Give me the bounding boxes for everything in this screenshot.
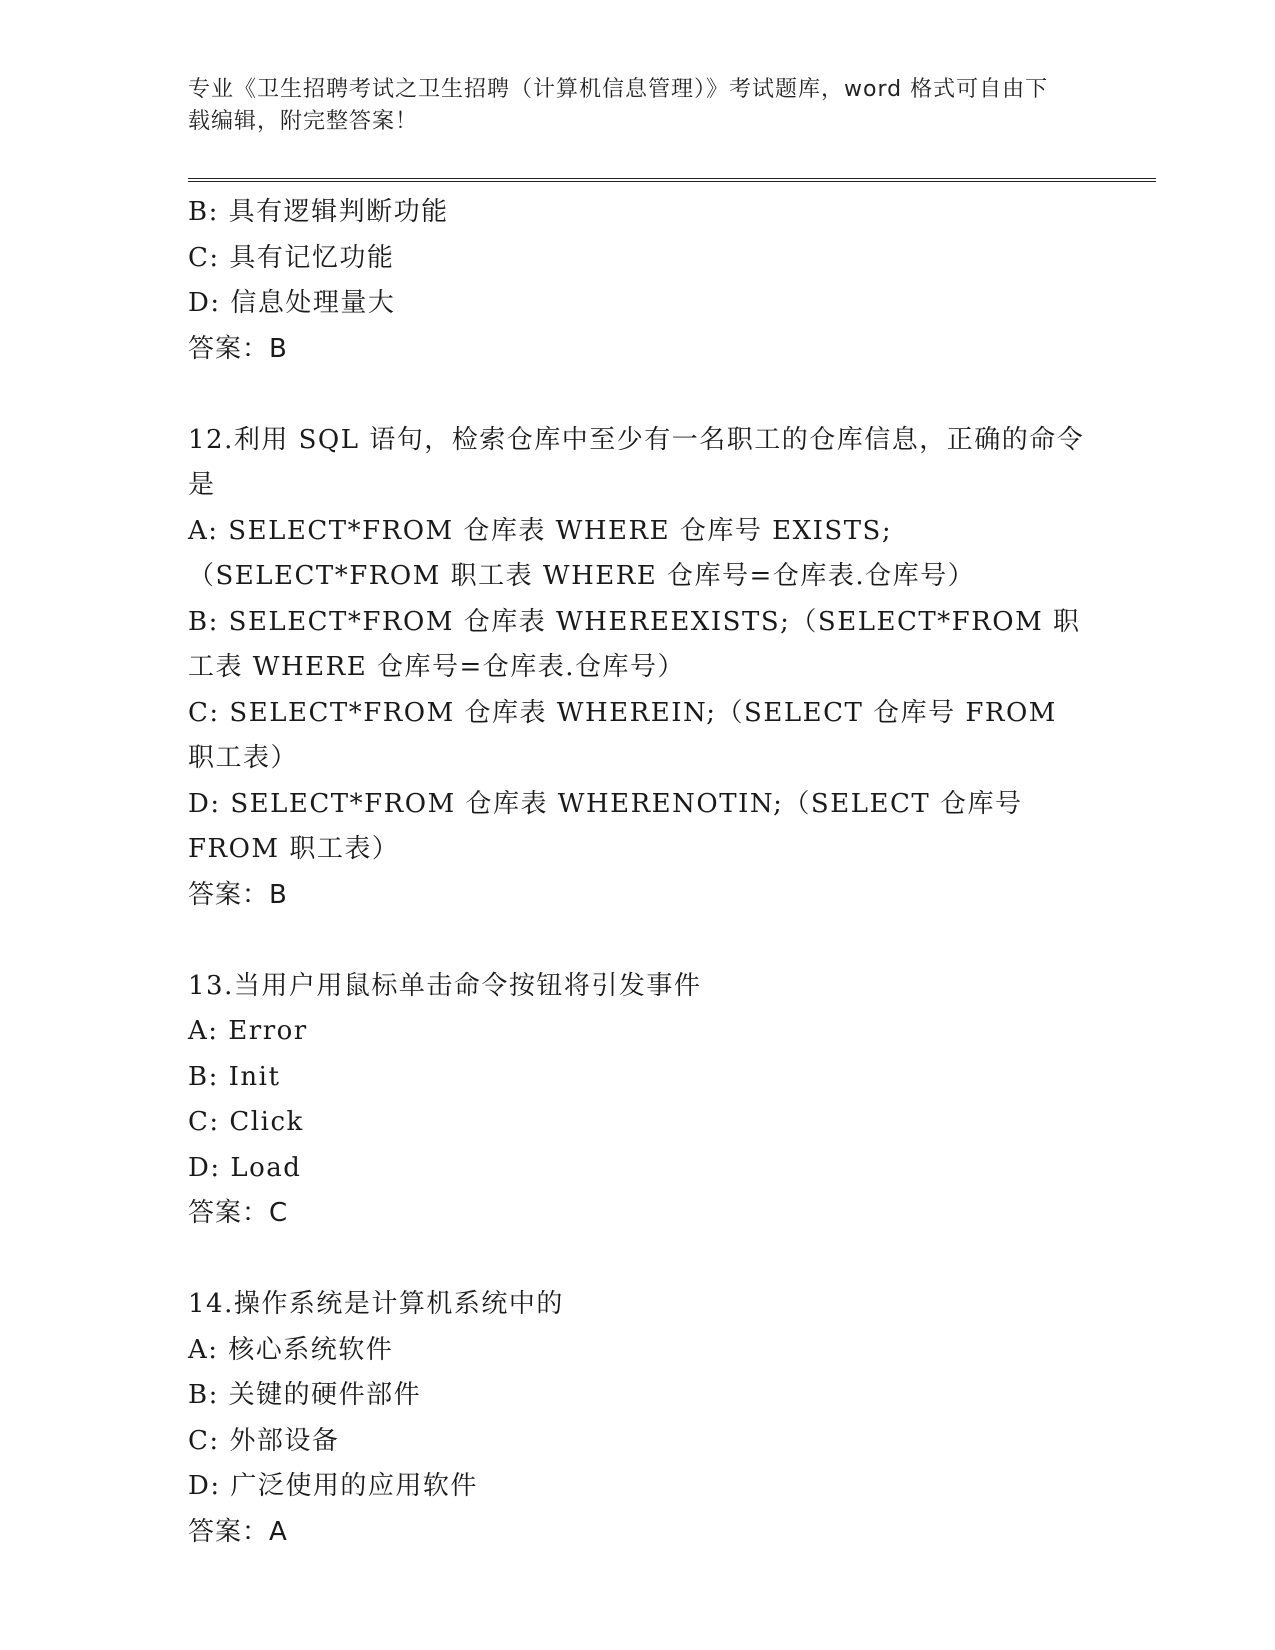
q12-option-d: D: SELECT*FROM 仓库表 WHERENOTIN;（SELECT 仓库号 FROM 职工表） (188, 788, 1023, 864)
q13-option-c: C: Click (188, 1107, 304, 1137)
q13-option-d: D: Load (188, 1152, 302, 1183)
q12-option-a: A: SELECT*FROM 仓库表 WHERE 仓库号 EXISTS;（SELECT*FROM 职工表 WHERE 仓库号=仓库表.仓库号） (188, 515, 976, 591)
q12-question: 12.利用 SQL 语句，检索仓库中至少有一名职工的仓库信息，正确的命令是 (188, 424, 1085, 500)
q14-option-c: C: 外部设备 (188, 1425, 340, 1456)
question-14-block (188, 1282, 1088, 1555)
q14-option-d: D: 广泛使用的应用软件 (188, 1471, 478, 1501)
question-11-block (188, 190, 1088, 372)
q14-option-a: A: 核心系统软件 (188, 1334, 394, 1365)
spacer (188, 372, 1088, 418)
q11-option-d: D: 信息处理量大 (188, 288, 396, 318)
q11-option-b: B: 具有逻辑判断功能 (188, 197, 449, 227)
q12-answer: 答案：B (188, 879, 288, 910)
header-divider (188, 178, 1156, 182)
question-13-block (188, 964, 1088, 1237)
q13-question: 13.当用户用鼠标单击命令按钮将引发事件 (188, 970, 702, 1001)
q13-option-a: A: Error (188, 1016, 308, 1046)
q14-option-b: B: 关键的硬件部件 (188, 1380, 422, 1410)
question-content (188, 190, 1088, 1555)
q11-answer: 答案：B (188, 333, 288, 364)
spacer (188, 1237, 1088, 1283)
q14-answer: 答案：A (188, 1516, 288, 1547)
q12-option-b: B: SELECT*FROM 仓库表 WHEREEXISTS;（SELECT*FROM 职工表 WHERE 仓库号=仓库表.仓库号） (188, 606, 1081, 682)
q12-option-c: C: SELECT*FROM 仓库表 WHEREIN;（SELECT 仓库号 FROM 职工表） (188, 697, 1057, 773)
q13-option-b: B: Init (188, 1061, 281, 1092)
question-12-block (188, 418, 1088, 919)
q13-answer: 答案：C (188, 1198, 289, 1228)
page-header-text: 专业《卫生招聘考试之卫生招聘（计算机信息管理）》考试题库，word 格式可自由下载编辑，附完整答案！ (188, 77, 1049, 134)
q11-option-c: C: 具有记忆功能 (188, 242, 395, 273)
q14-question: 14.操作系统是计算机系统中的 (188, 1289, 564, 1319)
spacer (188, 918, 1088, 964)
